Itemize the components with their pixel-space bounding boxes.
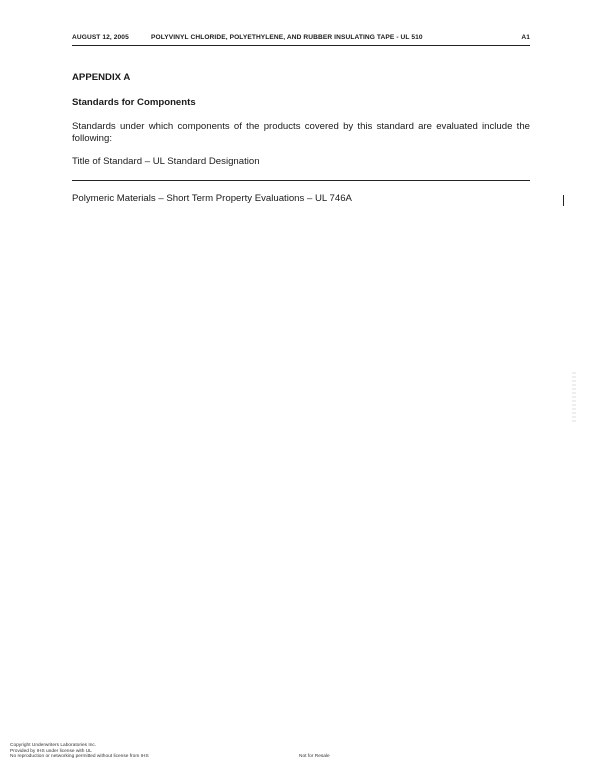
header-date: AUGUST 12, 2005 [72, 34, 129, 41]
intro-paragraph: Standards under which components of the products covered by this standard are evaluated include the following: [72, 121, 530, 144]
footer-line: Copyright Underwriters Laboratories Inc. [10, 743, 97, 748]
header-title: POLYVINYL CHLORIDE, POLYETHYLENE, AND RUBBER INSULATING TAPE - UL 510 [151, 34, 423, 41]
resale-notice: Not for Resale [299, 754, 330, 759]
revision-bar [563, 195, 564, 206]
header-rule [72, 45, 530, 46]
section-title: Standards for Components [72, 97, 196, 108]
footer-line: No reproduction or networking permitted without license from IHS [10, 754, 149, 760]
page-number: A1 [521, 34, 530, 41]
table-header: Title of Standard – UL Standard Designation [72, 156, 260, 167]
footer-line: Provided by IHS under license with UL [10, 748, 92, 754]
side-watermark [572, 372, 576, 424]
copyright-footer [10, 743, 149, 760]
table-row: Polymeric Materials – Short Term Property Evaluations – UL 746A [72, 193, 352, 204]
table-rule [72, 180, 530, 181]
appendix-title: APPENDIX A [72, 72, 131, 83]
